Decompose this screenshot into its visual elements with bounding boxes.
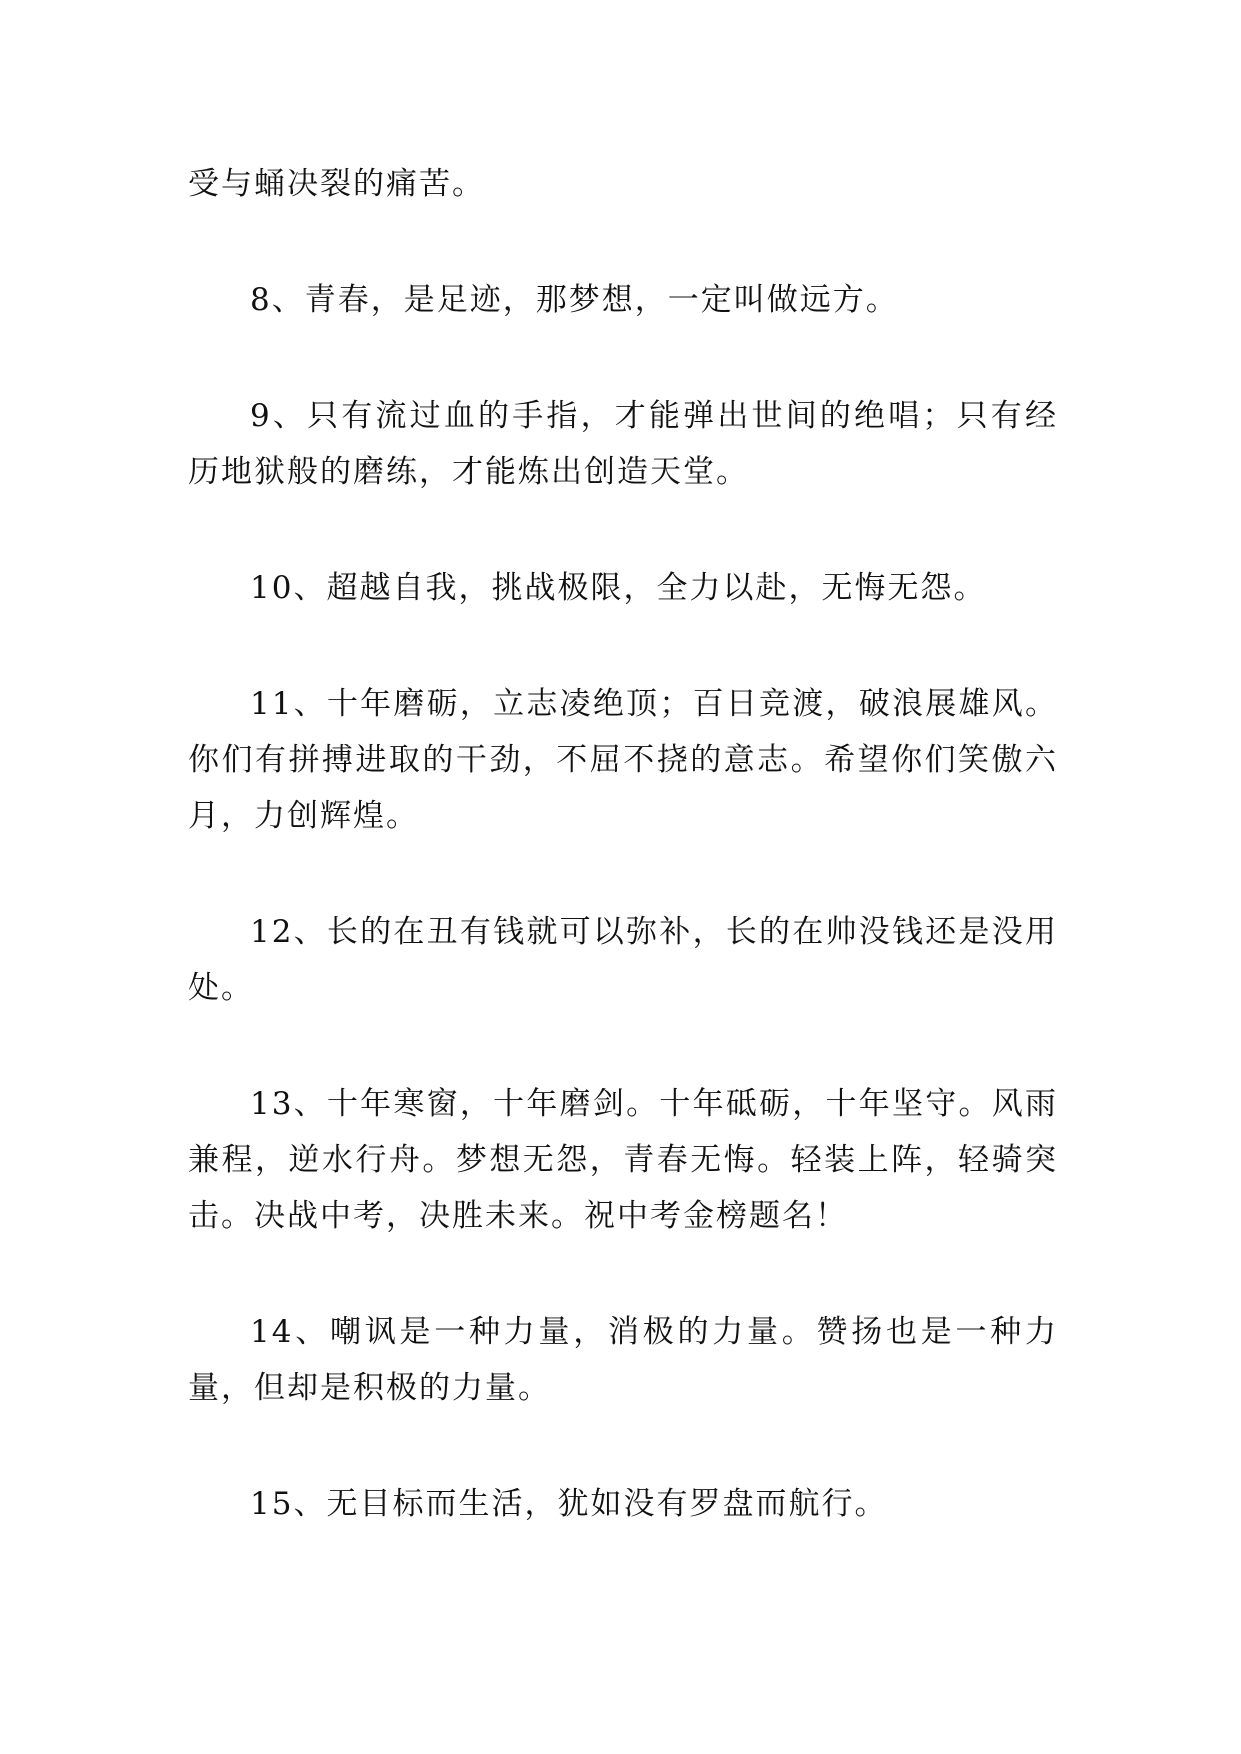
paragraph-item-15: 15、无目标而生活，犹如没有罗盘而航行。	[250, 1486, 888, 1522]
paragraph-item-14: 14、嘲讽是一种力量，消极的力量。赞扬也是一种力量，但却是积极的力量。	[188, 1314, 1058, 1406]
document-body	[188, 156, 1058, 1592]
paragraph-item-13: 13、十年寒窗，十年磨剑。十年砥砺，十年坚守。风雨兼程，逆水行舟。梦想无怨，青春无悔。轻装上阵，轻骑突击。决战中考，决胜未来。祝中考金榜题名！	[188, 1086, 1058, 1234]
paragraph-item-11: 11、十年磨砺，立志凌绝顶；百日竞渡，破浪展雄风。你们有拼搏进取的干劲，不屈不挠的意志。希望你们笑傲六月，力创辉煌。	[188, 686, 1058, 834]
paragraph-item-12: 12、长的在丑有钱就可以弥补，长的在帅没钱还是没用处。	[188, 914, 1058, 1006]
paragraph-item-10: 10、超越自我，挑战极限，全力以赴，无悔无怨。	[250, 570, 987, 606]
paragraph-continuation: 受与蛹决裂的痛苦。	[188, 166, 485, 202]
paragraph-item-9: 9、只有流过血的手指，才能弹出世间的绝唱；只有经历地狱般的磨练，才能炼出创造天堂。	[188, 398, 1058, 490]
paragraph-item-8: 8、青春，是足迹，那梦想，一定叫做远方。	[250, 282, 899, 318]
